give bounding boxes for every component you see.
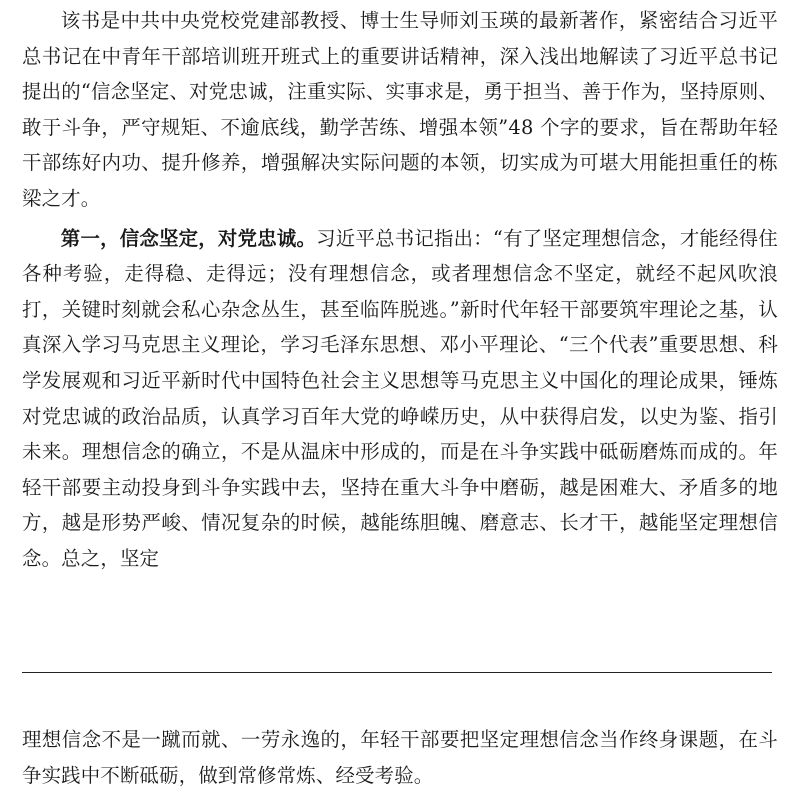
section-one-body: 习近平总书记指出：“有了坚定理想信念，才能经得住各种考验，走得稳、走得远；没有理想信念，或者理想信念不坚定，就经不起风吹浪打，关键时刻就会私心杂念丛生，甚至临阵脱逃。”新时代年轻干部要筑牢理论之基，认真深入学习马克思主义理论，学习毛泽东思想、邓小平理论、“三个代表”重要思想、科学发展观和习近平新时代中国特色社会主义思想等马克思主义中国化的理论成果，锤炼对党忠诚的政治品质，认真学习百年大党的峥嵘历史，从中获得启发，以史为鉴、指引未来。理想信念的确立，不是从温床中形成的，而是在斗争实践中砥砺磨炼而成的。年轻干部要主动投身到斗争实践中去，坚持在重大斗争中磨砺，越是困难大、矛盾多的地方，越是形势严峻、情况复杂的时候，越能练胆魄、磨意志、长才干，越能坚定理想信念。总之，坚定 (22, 226, 778, 570)
page-text-bottom (22, 722, 778, 793)
section-one-heading: 第一，信念坚定，对党忠诚。 (60, 226, 317, 250)
page-text-top (22, 3, 778, 577)
continuation-paragraph: 理想信念不是一蹴而就、一劳永逸的，年轻干部要把坚定理想信念当作终身课题，在斗争实践中不断砥砺，做到常修常炼、经受考验。 (22, 728, 778, 787)
page-break-divider (22, 672, 772, 673)
section-one-paragraph (22, 221, 778, 577)
intro-paragraph: 该书是中共中央党校党建部教授、博士生导师刘玉瑛的最新著作，紧密结合习近平总书记在中青年干部培训班开班式上的重要讲话精神，深入浅出地解读了习近平总书记提出的“信念坚定、对党忠诚，注重实际、实事求是，勇于担当、善于作为，坚持原则、敢于斗争，严守规矩、不逾底线，勤学苦练、增强本领”48 个字的要求，旨在帮助年轻干部练好内功、提升修养，增强解决实际问题的本领，切实成为可堪大用能担重任的栋梁之才。 (22, 9, 778, 210)
